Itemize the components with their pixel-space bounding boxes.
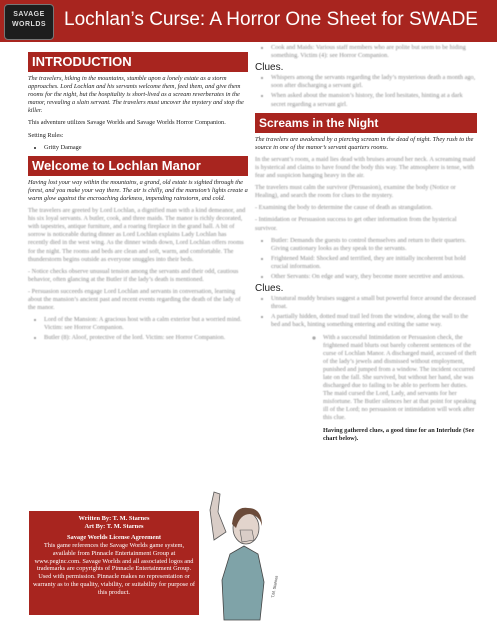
clues-heading-1: Clues.: [255, 62, 284, 74]
reaction-item: • Other Servants: On edge and wary, they become more secretive and anxious.: [271, 273, 477, 281]
clues-list-1: [255, 74, 477, 108]
screams-text-1: In the servant’s room, a maid lies dead with bruises around her neck. A screaming maid is hysterical and claims to have found the body this way. The atmosphere is tense, with fear and suspicion hanging heavy in the air.: [255, 155, 476, 180]
sub-clue-list: [255, 334, 477, 423]
sub-clue-item: ◦ With a successful Intimidation or Persuasion check, the frightened maid blurts out barely coherent sentences of the curse of Lochlan Manor. A discharged maid, accused of theft of the lady’s jewels and dismissed without employment, punished and jumped from a window. The incident occurred late on the fall. She survived, but without her hand, she was discharged due to failing to be able to perform her duties. The maid cursed the Lord, Lady, and servants for her misfortune. The Butler silences her at that point for speaking ill of the Lord; no persuasion or intimidation will work after this clue.: [323, 334, 477, 423]
welcome-heading: Welcome to Lochlan Manor: [28, 156, 248, 176]
title-bar: [0, 0, 497, 42]
intro-text: The travelers, hiking in the mountains, stumble upon a lonely estate as a storm approaches. Lord Lochlan and his servants welcome them, feed them, and give them rooms for the night, but the hospitality is short-lived as a scream reverberates in the manor, revealing a slain servant. The travelers must uncover the mystery and stop the killer.: [28, 75, 244, 115]
screams-text-3: - Examining the body to determine the cause of death as strangulation.: [255, 204, 433, 212]
setting-rules-list: [28, 144, 248, 152]
credits-box: [29, 511, 199, 615]
logo-line-2: WORLDS: [11, 21, 47, 28]
setting-rule: • Gritty Damage: [44, 144, 248, 152]
right-column: [255, 44, 477, 447]
left-column: [28, 52, 248, 346]
clue-item: • Whispers among the servants regarding the lady’s mysterious death a month ago, soon after discharging a servant girl.: [271, 74, 477, 90]
screams-text-4: - Intimidation or Persuasion success to get other information from the hysterical survivor.: [255, 216, 457, 232]
clues-heading-2: Clues.: [255, 283, 284, 295]
art-signature: T.M. Starnes: [270, 575, 279, 599]
screams-italic: The travelers are awakened by a piercing scream in the dead of night. They rush to the source in one of the manor’s servant quarters rooms.: [255, 135, 474, 151]
closing-note: Having gathered clues, a good time for an Interlude (See chart below).: [323, 426, 475, 442]
reactions-list: [255, 237, 477, 281]
intro-note: This adventure utilizes Savage Worlds and Savage Worlds Horror Companion.: [28, 119, 226, 127]
license-text: This game references the Savage Worlds game system, available from Pinnacle Entertainment Group at www.peginc.com. Savage Worlds and all associated logos and trademarks are copyrights of Pinnacle Entertainment Group. Used with permission. Pinnacle makes no representation or warranty as to the quality, viability, or suitability for purpose of this product.: [32, 541, 196, 597]
reaction-item: • Frightened Maid: Shocked and terrified, they are initially incoherent but hold crucial information.: [271, 255, 477, 271]
savage-worlds-logo: [4, 4, 54, 40]
screams-heading: Screams in the Night: [255, 113, 477, 133]
setting-rules-label: Setting Rules:: [28, 131, 64, 139]
logo-line-1: SAVAGE: [13, 11, 45, 18]
art-by: Art By: T. M. Starnes: [84, 522, 144, 530]
intro-heading: INTRODUCTION: [28, 52, 248, 72]
welcome-persuasion: - Persuasion succeeds engage Lord Lochlan and servants in conversation, learning about the mansion’s ancient past and recent events regarding the death of the lady of the manor.: [28, 287, 241, 312]
clue-item: • When asked about the mansion’s history, the lord hesitates, hinting at a dark secret regarding a servant girl.: [271, 92, 477, 108]
clue-item: • Unnatural muddy bruises suggest a small but powerful force around the deceased throat.: [271, 295, 477, 311]
license-title: Savage Worlds License Agreement: [66, 533, 162, 541]
clues-list-2: [255, 295, 477, 329]
screaming-woman-illustration: [200, 470, 288, 622]
written-by: Written By: T. M. Starnes: [78, 515, 150, 522]
reaction-item: • Butler: Demands the guests to control themselves and return to their quarters. Giving cautionary looks as they speak to the servants.: [271, 237, 477, 253]
welcome-italic: Having lost your way within the mountains, a grand, old estate is sighted through the forest, and you make your way there. The air is chilly, and the mansion’s lights create a warm glow against the encroaching darkness, impending rainstorm, and cold.: [28, 178, 248, 202]
welcome-notice: - Notice checks observe unusual tension among the servants and their odd, cautious behavior, often glancing at the Butler if the lady’s death is mentioned.: [28, 267, 239, 283]
staff-item: • Cook and Maids: Various staff members who are polite but seem to be hiding something. Victim (4): see Horror Companion.: [271, 44, 477, 60]
staff-list: [255, 44, 477, 60]
npc-item: • Lord of the Mansion: A gracious host with a calm exterior but a worried mind. Victim: see Horror Companion.: [44, 316, 248, 332]
clue-item: • A partially hidden, dotted mud trail led from the window, along the wall to the bed and back, hinting something entering and exiting the same way.: [271, 313, 477, 329]
welcome-text: The travelers are greeted by Lord Lochlan, a dignified man with a kind demeanor, and his six loyal servants. A butler, cook, and three maids. The manor is richly decorated, with tapestries, antique furniture, and a roaring fireplace in the grand hall. A bit of sorrow is noticeable during dinner as Lord Lochlan explains Lady Lochlan has recently died in the west wing. As the dinner winds down, Lord Lochlan offers rooms for the night. The rooms and beds are clean and soft, warm, and comfortable. The thunderstorm begins outside as everyone snuggles into their beds.: [28, 207, 246, 263]
page-title: Lochlan’s Curse: A Horror One Sheet for SWADE: [64, 9, 478, 30]
npc-list: [28, 316, 248, 342]
npc-item: • Butler (8): Aloof, protective of the lord. Victim: see Horror Companion.: [44, 334, 248, 342]
screams-text-2: The travelers must calm the survivor (Persuasion), examine the body (Notice or Healing), and search the room for clues to the mystery.: [255, 184, 456, 200]
